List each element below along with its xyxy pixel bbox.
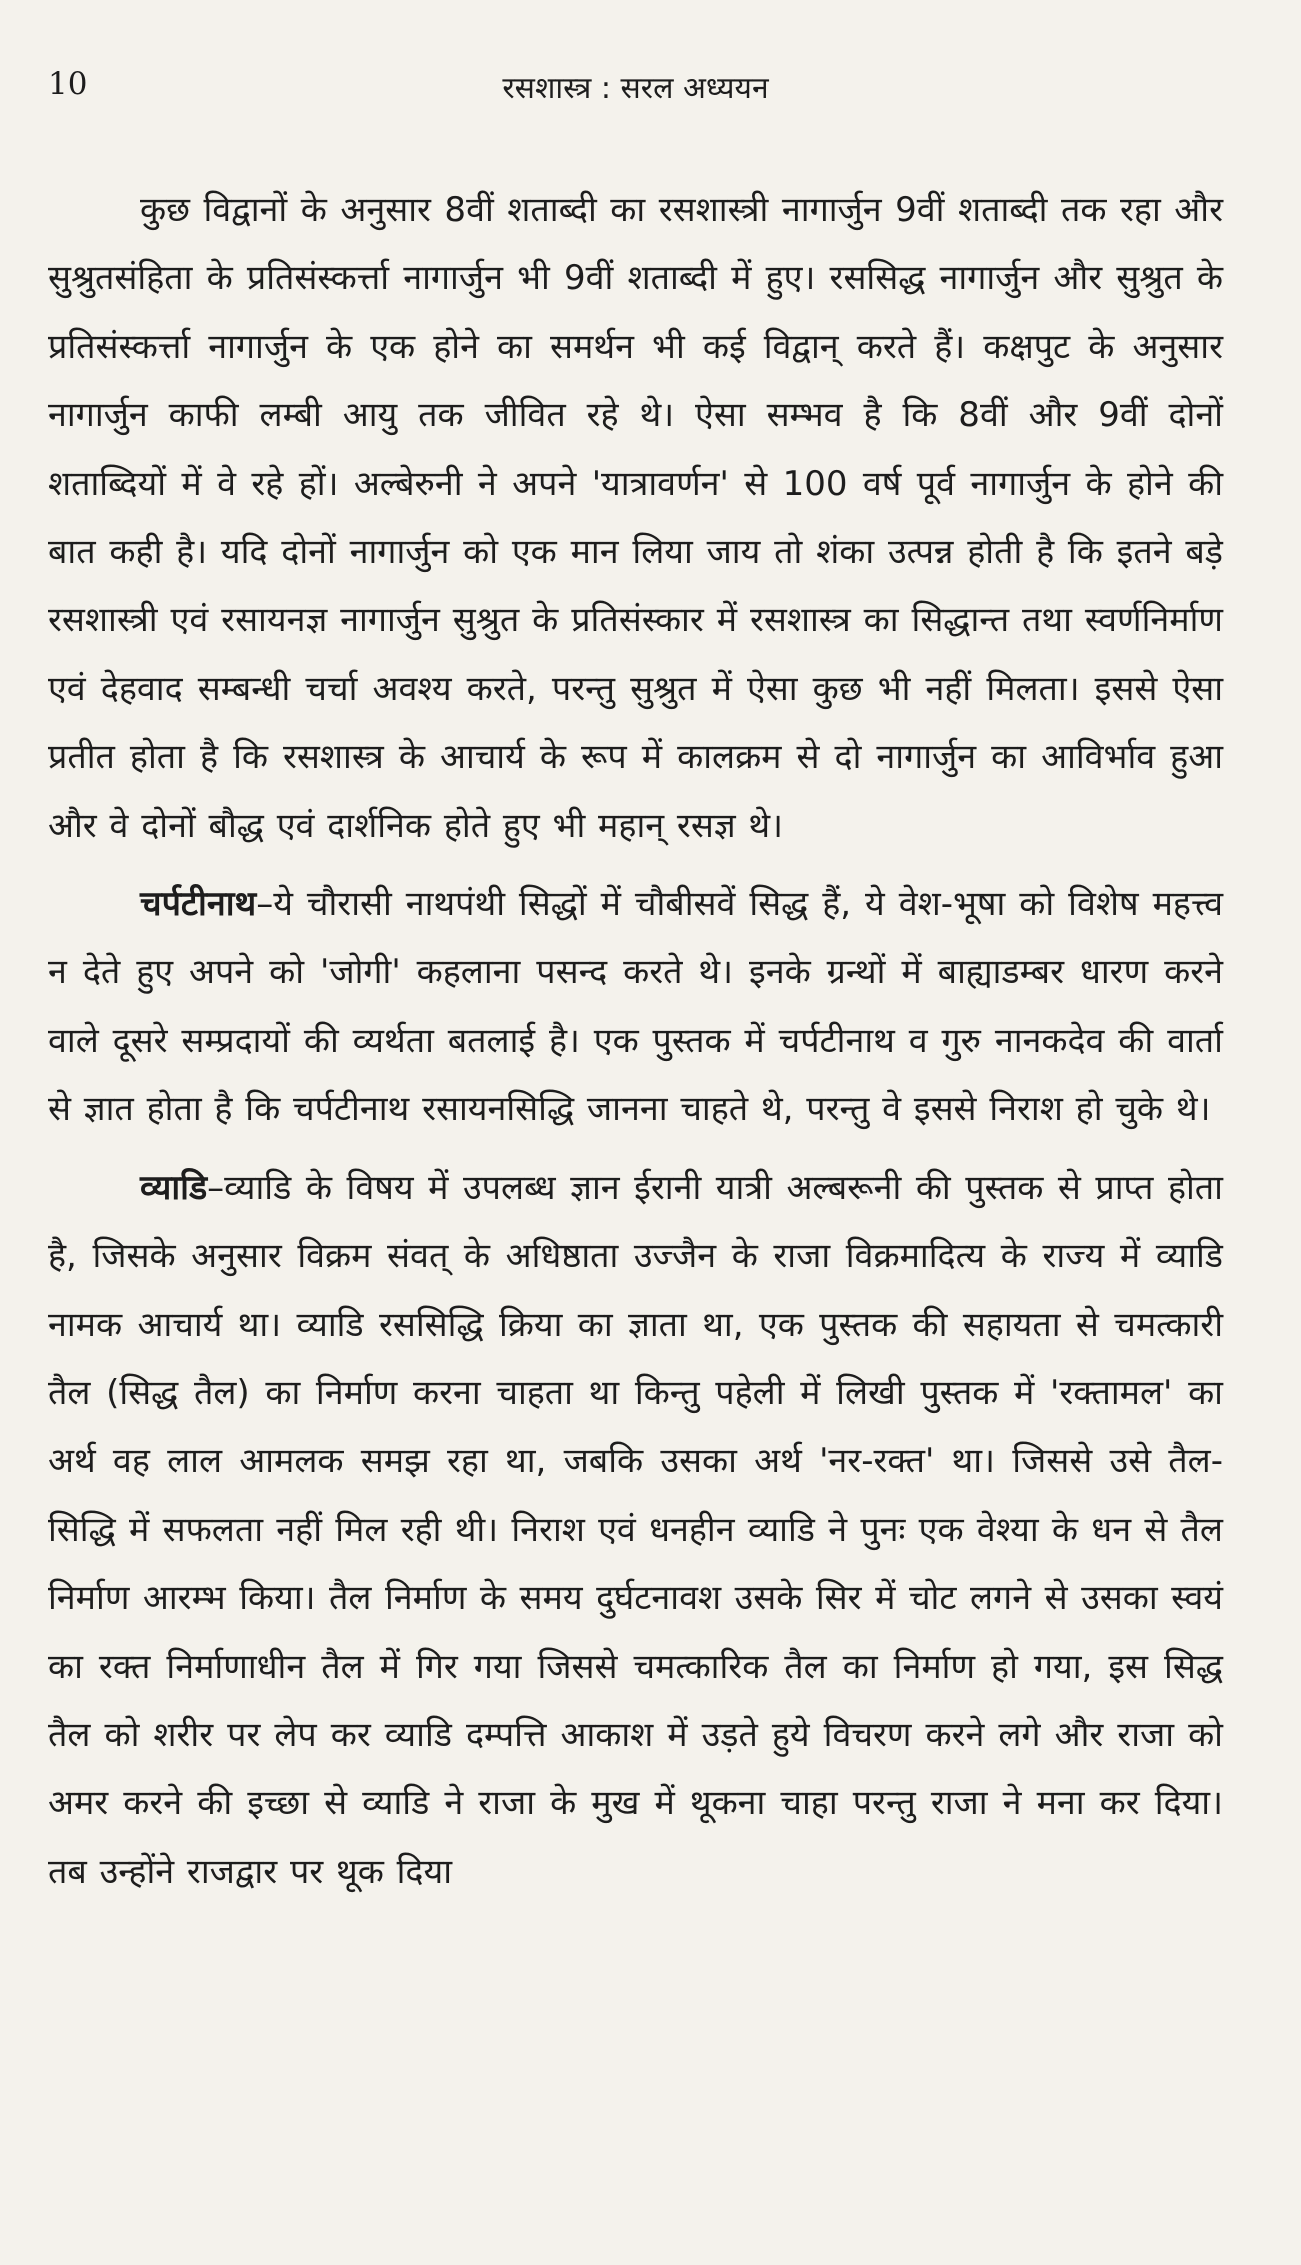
paragraph-text: –व्याडि के विषय में उपलब्ध ज्ञान ईरानी यात्री अल्बरूनी की पुस्तक से प्राप्त होता है, जिसके अनुसार विक्रम संवत् के अधिष्ठाता उज्जैन के राजा विक्रमादित्य के राज्य में व्याडि नामक आचार्य था। व्याडि रससिद्धि क्रिया का ज्ञाता था, एक पुस्तक की सहायता से चमत्कारी तैल (सिद्ध तैल) का निर्माण करना चाहता था किन्तु पहेली में लिखी पुस्तक में 'रक्तामल' का अर्थ वह लाल आमलक समझ रहा था, जबकि उसका अर्थ 'नर-रक्त' था। जिससे उसे तैल-सिद्धि में सफलता नहीं मिल रही थी। निराश एवं धनहीन व्याडि ने पुनः एक वेश्या के धन से तैल निर्माण आरम्भ किया। तैल निर्माण के समय दुर्घटनावश उसके सिर में चोट लगने से उसका स्वयं का रक्त निर्माणाधीन तैल में गिर गया जिससे चमत्कारिक तैल का निर्माण हो गया, इस सिद्ध तैल को शरीर पर लेप कर व्याडि दम्पत्ति आकाश में उड़ते हुये विचरण करने लगे और राजा को अमर करने की इच्छा से व्याडि ने राजा के मुख में थूकना चाहा परन्तु राजा ने मना कर दिया। तब उन्होंने राजद्वार पर थूक दिया xyxy=(48,1167,1223,1892)
paragraph-term: व्याडि xyxy=(140,1167,208,1208)
page-number: 10 xyxy=(48,66,88,102)
paragraph-term: चर्पटीनाथ xyxy=(140,884,257,925)
paragraph-vyadi xyxy=(48,1154,1223,1906)
paragraph-charpatinath xyxy=(48,870,1223,1144)
body-text xyxy=(48,176,1223,1906)
running-title: रसशास्त्र : सरल अध्ययन xyxy=(502,71,769,106)
page-header xyxy=(48,58,1223,118)
paragraph-text: कुछ विद्वानों के अनुसार 8वीं शताब्दी का रसशास्त्री नागार्जुन 9वीं शताब्दी तक रहा और सुश्रुतसंहिता के प्रतिसंस्कर्त्ता नागार्जुन भी 9वीं शताब्दी में हुए। रससिद्ध नागार्जुन और सुश्रुत के प्रतिसंस्कर्त्ता नागार्जुन के एक होने का समर्थन भी कई विद्वान् करते हैं। कक्षपुट के अनुसार नागार्जुन काफी लम्बी आयु तक जीवित रहे थे। ऐसा सम्भव है कि 8वीं और 9वीं दोनों शताब्दियों में वे रहे हों। अल्बेरुनी ने अपने 'यात्रावर्णन' से 100 वर्ष पूर्व नागार्जुन के होने की बात कही है। यदि दोनों नागार्जुन को एक मान लिया जाय तो शंका उत्पन्न होती है कि इतने बड़े रसशास्त्री एवं रसायनज्ञ नागार्जुन सुश्रुत के प्रतिसंस्कार में रसशास्त्र का सिद्धान्त तथा स्वर्णनिर्माण एवं देहवाद सम्बन्धी चर्चा अवश्य करते, परन्तु सुश्रुत में ऐसा कुछ भी नहीं मिलता। इससे ऐसा प्रतीत होता है कि रसशास्त्र के आचार्य के रूप में कालक्रम से दो नागार्जुन का आविर्भाव हुआ और वे दोनों बौद्ध एवं दार्शनिक होते हुए भी महान् रसज्ञ थे। xyxy=(48,190,1224,846)
paragraph-nagarjuna xyxy=(48,176,1223,860)
paragraph-text: –ये चौरासी नाथपंथी सिद्धों में चौबीसवें सिद्ध हैं, ये वेश-भूषा को विशेष महत्त्व न देते हुए अपने को 'जोगी' कहलाना पसन्द करते थे। इनके ग्रन्थों में बाह्याडम्बर धारण करने वाले दूसरे सम्प्रदायों की व्यर्थता बतलाई है। एक पुस्तक में चर्पटीनाथ व गुरु नानकदेव की वार्ता से ज्ञात होता है कि चर्पटीनाथ रसायनसिद्धि जानना चाहते थे, परन्तु वे इससे निराश हो चुके थे। xyxy=(48,884,1223,1130)
